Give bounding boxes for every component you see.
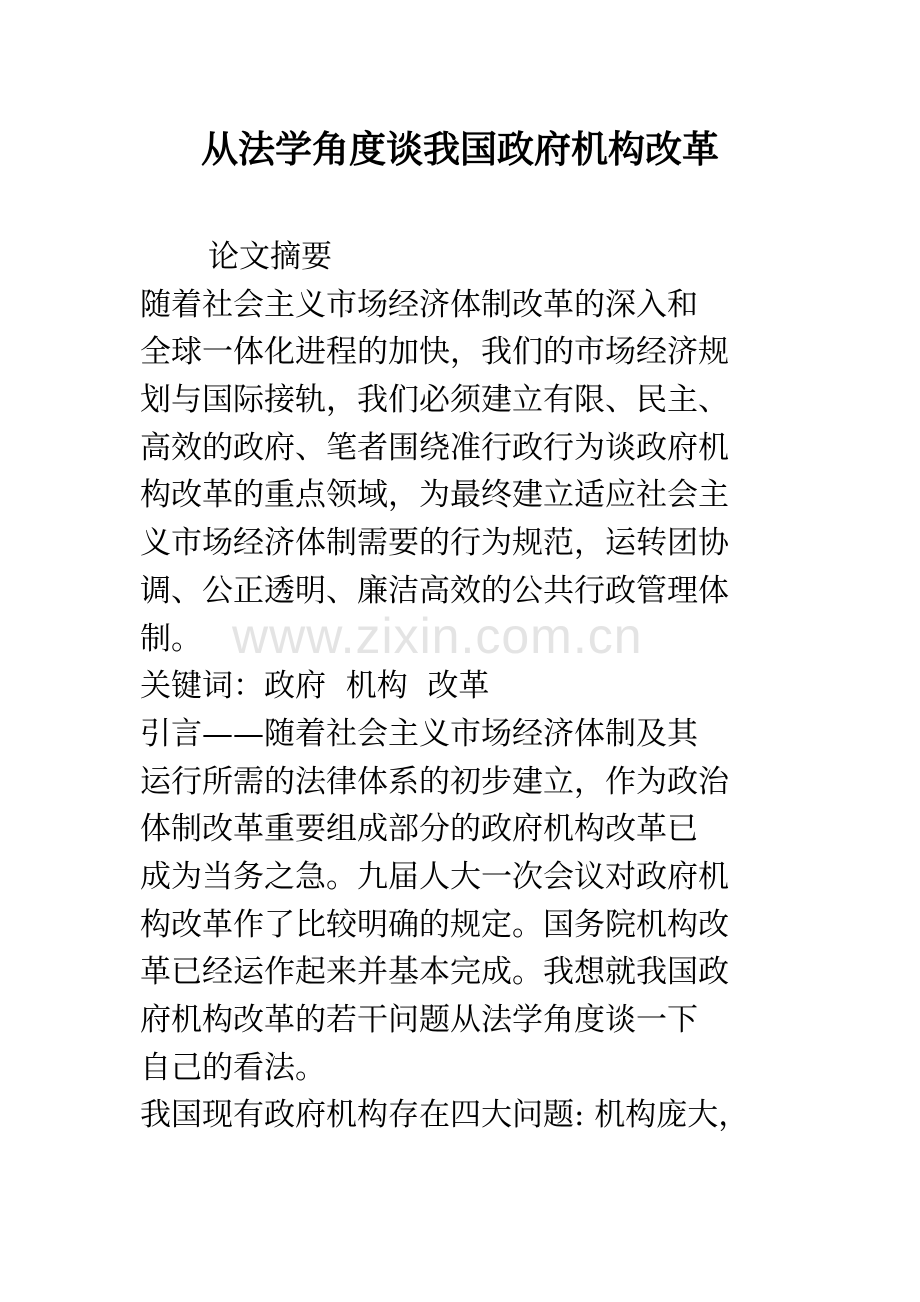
keywords-line: 关键词：政府 机构 改革 [140, 668, 490, 705]
text-line: 引言——随着社会主义市场经济体制及其 [140, 715, 698, 752]
text-line: 自己的看法。 [140, 1049, 326, 1086]
document-title: 从法学角度谈我国政府机构改革 [201, 127, 719, 171]
text-line: 高效的政府、笔者围绕准行政行为谈政府机 [140, 429, 729, 466]
text-line: 随着社会主义市场经济体制改革的深入和 [140, 286, 698, 323]
text-line: 构改革作了比较明确的规定。国务院机构改 [140, 906, 729, 943]
text-line: 制。 [140, 620, 202, 657]
text-line: 义市场经济体制需要的行为规范，运转团协 [140, 525, 729, 562]
text-line: 调、公正透明、廉洁高效的公共行政管理体 [140, 572, 729, 609]
watermark-text: www.zixin.com.cn [232, 608, 643, 664]
text-line: 划与国际接轨，我们必须建立有限、民主、 [140, 382, 729, 419]
text-line: 府机构改革的若干问题从法学角度谈一下 [140, 1002, 698, 1038]
text-line: 运行所需的法律体系的初步建立，作为政治 [140, 763, 729, 800]
text-line: 革已经运作起来并基本完成。我想就我国政 [140, 954, 729, 991]
abstract-heading: 论文摘要 [208, 239, 332, 275]
text-line: 全球一体化进程的加快，我们的市场经济规 [140, 334, 729, 371]
text-line: 体制改革重要组成部分的政府机构改革已 [140, 811, 698, 848]
text-line: 成为当务之急。九届人大一次会议对政府机 [140, 858, 729, 895]
text-line: 构改革的重点领域，为最终建立适应社会主 [140, 477, 729, 514]
text-line: 我国现有政府机构存在四大问题: 机构庞大， [140, 1097, 750, 1134]
document-body [140, 234, 800, 1140]
